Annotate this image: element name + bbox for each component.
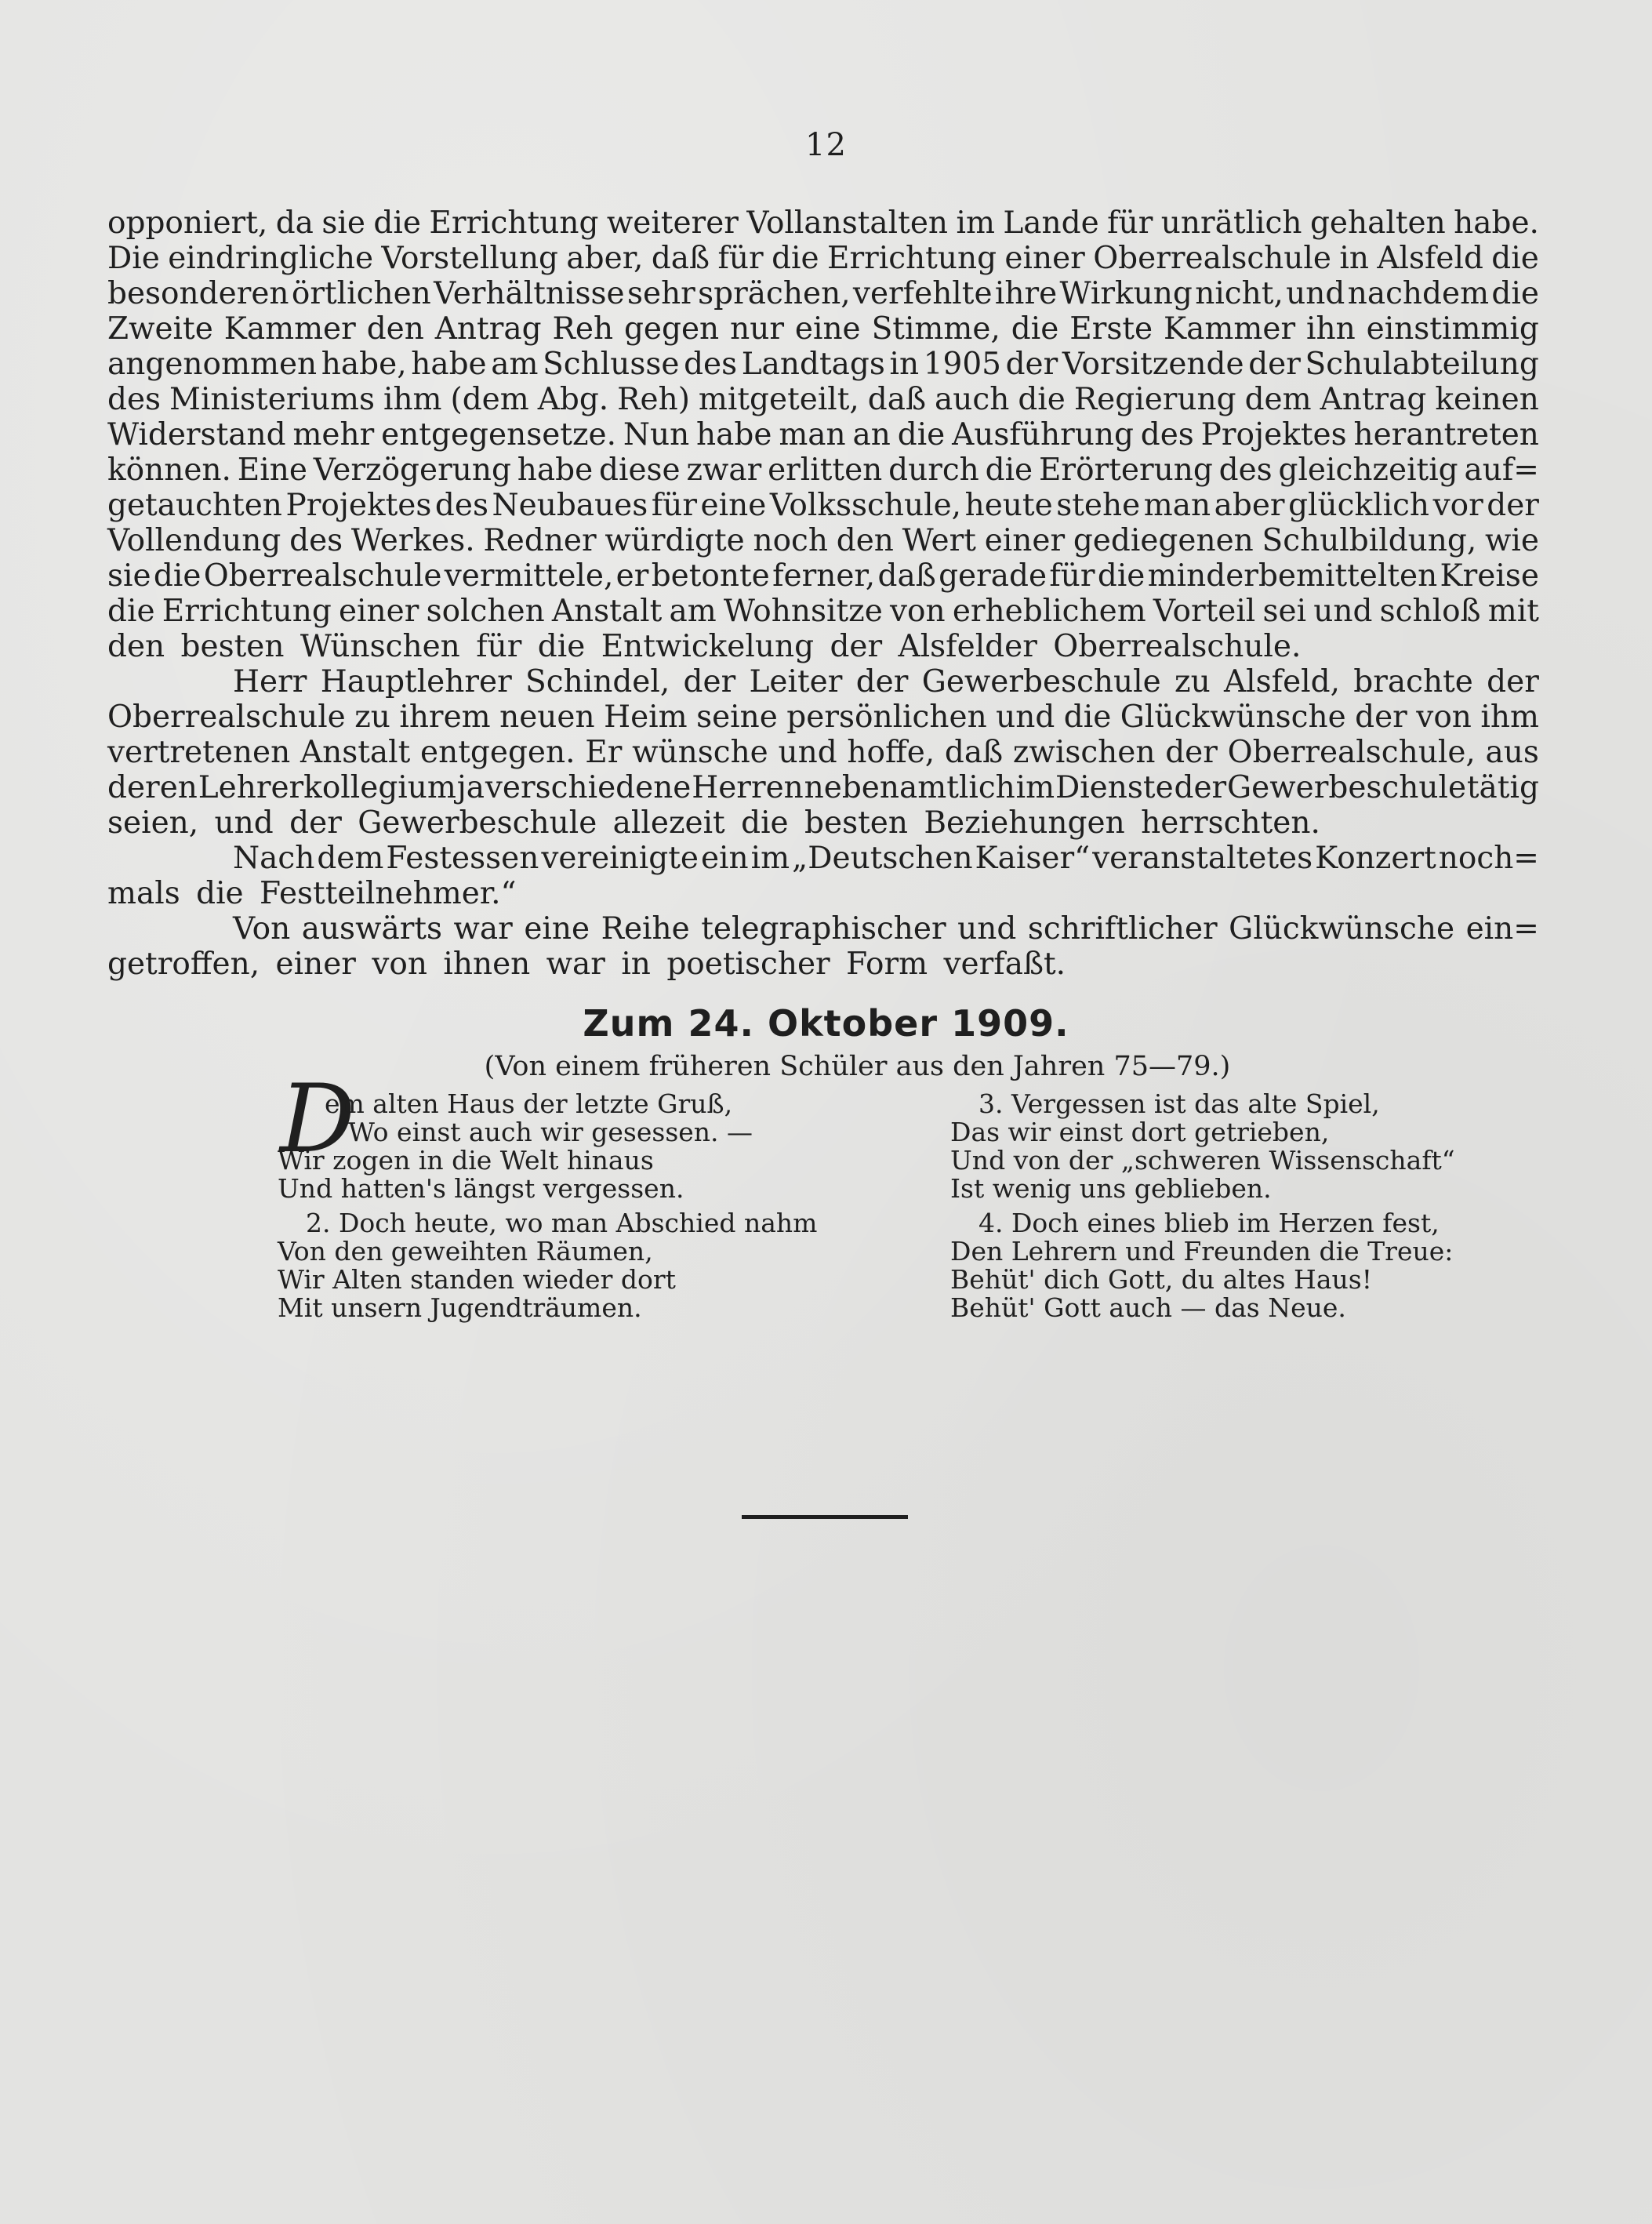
poem-line: Und hatten's längst vergessen. bbox=[278, 1173, 684, 1204]
word: Alsfeld, bbox=[1223, 664, 1340, 700]
poem-line: 2. Doch heute, wo man Abschied nahm bbox=[306, 1208, 818, 1238]
word: Projektes bbox=[1200, 417, 1347, 452]
poem-stanza-3 bbox=[950, 1090, 1455, 1203]
poem-line: Mit unsern Jugendträumen. bbox=[278, 1292, 642, 1323]
word: entgegen. bbox=[420, 735, 575, 770]
word: verschiedene bbox=[485, 770, 692, 805]
word: ferner, bbox=[772, 558, 876, 594]
word: habe bbox=[411, 347, 487, 382]
word: sei bbox=[1262, 594, 1307, 629]
word: aus bbox=[1485, 735, 1539, 770]
word: Widerstand bbox=[107, 417, 286, 452]
word: der bbox=[683, 664, 736, 700]
word: Verhältnisse bbox=[434, 276, 625, 311]
word: zu bbox=[1175, 664, 1211, 700]
poem-line: em alten Haus der letzte Gruß, bbox=[325, 1088, 733, 1119]
word: Von bbox=[233, 911, 291, 947]
word: nicht, bbox=[1195, 276, 1283, 311]
word: Leiter bbox=[749, 664, 843, 700]
word: Dienste bbox=[1055, 770, 1174, 805]
word: Errichtung bbox=[162, 594, 332, 629]
word: neuen bbox=[499, 700, 595, 735]
word: für bbox=[651, 488, 698, 523]
poem-line: Ist wenig uns geblieben. bbox=[950, 1173, 1272, 1204]
word: Kreise bbox=[1440, 558, 1539, 594]
word: Lande bbox=[1003, 205, 1099, 241]
word: die bbox=[1491, 241, 1539, 276]
word: ihm bbox=[1480, 700, 1539, 735]
word: zwischen bbox=[1012, 735, 1156, 770]
word: Lehrerkollegium bbox=[198, 770, 456, 805]
word: veranstaltetes bbox=[1092, 841, 1313, 876]
poem-stanza-1 bbox=[278, 1090, 753, 1203]
text-line bbox=[107, 311, 1539, 347]
text-line: den besten Wünschen für die Entwickelung der Alsfelder Oberrealschule. bbox=[107, 629, 1302, 664]
word: Vorsitzende bbox=[1062, 347, 1244, 382]
word: und bbox=[1313, 594, 1373, 629]
word: einer bbox=[338, 594, 419, 629]
word: durch bbox=[888, 452, 979, 488]
word: Oberrealschule bbox=[203, 558, 442, 594]
poem-line: Das wir einst dort getrieben, bbox=[950, 1117, 1330, 1147]
text-line bbox=[107, 700, 1539, 735]
poem-line: Wir Alten standen wieder dort bbox=[278, 1264, 676, 1295]
text-line bbox=[107, 488, 1539, 523]
word: „Deutschen bbox=[792, 841, 973, 876]
word: in bbox=[889, 347, 920, 382]
word: der bbox=[1487, 488, 1539, 523]
word: aber, bbox=[566, 241, 644, 276]
word: der bbox=[1005, 347, 1058, 382]
poem-subtitle: (Von einem früheren Schüler aus den Jahren 75—79.) bbox=[484, 1051, 1231, 1082]
text-line bbox=[107, 558, 1539, 594]
word: für bbox=[1049, 558, 1095, 594]
word: habe, bbox=[321, 347, 407, 382]
word: für bbox=[717, 241, 764, 276]
word: herantreten bbox=[1353, 417, 1539, 452]
word: (dem bbox=[450, 382, 529, 417]
word: tätig bbox=[1466, 770, 1539, 805]
word: Alsfeld bbox=[1377, 241, 1483, 276]
word: auf= bbox=[1464, 452, 1539, 488]
word: vermittele, bbox=[444, 558, 614, 594]
word: sie bbox=[107, 558, 151, 594]
word: die bbox=[1018, 382, 1066, 417]
word: der bbox=[855, 664, 909, 700]
word: Anstalt bbox=[300, 735, 411, 770]
text-line bbox=[107, 452, 1539, 488]
word: gegen bbox=[623, 311, 720, 347]
word: Festessen bbox=[386, 841, 539, 876]
word: zu bbox=[354, 700, 390, 735]
poem-line: Wo einst auch wir gesessen. — bbox=[348, 1117, 753, 1147]
word: einstimmig bbox=[1366, 311, 1539, 347]
poem-stanza-2 bbox=[278, 1209, 817, 1322]
word: der bbox=[1355, 700, 1407, 735]
word: die bbox=[1491, 276, 1539, 311]
word: des bbox=[434, 488, 488, 523]
word: wie bbox=[1485, 523, 1539, 558]
poem-stanza-4 bbox=[950, 1209, 1453, 1322]
word: Schindel, bbox=[525, 664, 670, 700]
word: Er bbox=[585, 735, 623, 770]
word: ihre bbox=[994, 276, 1058, 311]
word: deren bbox=[107, 770, 198, 805]
word: Errichtung bbox=[429, 205, 599, 241]
word: einer bbox=[984, 523, 1066, 558]
word: Nach bbox=[233, 841, 315, 876]
word: mehr bbox=[292, 417, 375, 452]
word: Neubaues bbox=[492, 488, 648, 523]
word: die bbox=[107, 594, 155, 629]
word: getauchten bbox=[107, 488, 282, 523]
word: eine bbox=[524, 911, 590, 947]
word: Kaiser“ bbox=[975, 841, 1091, 876]
word: Stimme, bbox=[871, 311, 1000, 347]
word: Volksschule, bbox=[769, 488, 962, 523]
word: erheblichem bbox=[952, 594, 1146, 629]
poem-line: Den Lehrern und Freunden die Treue: bbox=[950, 1236, 1454, 1266]
word: daß bbox=[651, 241, 710, 276]
word: wünsche bbox=[632, 735, 768, 770]
poem-line: Wir zogen in die Welt hinaus bbox=[278, 1145, 654, 1176]
word: die bbox=[1011, 311, 1059, 347]
word: des bbox=[1140, 417, 1194, 452]
word: die bbox=[373, 205, 421, 241]
word: gediegenen bbox=[1073, 523, 1254, 558]
word: an bbox=[852, 417, 891, 452]
word: betonte bbox=[651, 558, 770, 594]
text-line: seien, und der Gewerbeschule allezeit die besten Beziehungen herrschten. bbox=[107, 805, 1320, 841]
word: weiterer bbox=[606, 205, 739, 241]
word: keinen bbox=[1435, 382, 1539, 417]
word: verfehlte bbox=[852, 276, 993, 311]
word: aber bbox=[1214, 488, 1285, 523]
word: Glückwünsche bbox=[1120, 700, 1346, 735]
word: minderbemittelten bbox=[1147, 558, 1438, 594]
word: gerade bbox=[939, 558, 1047, 594]
word: für bbox=[1107, 205, 1153, 241]
word: sie bbox=[321, 205, 365, 241]
word: der bbox=[1248, 347, 1301, 382]
word: Heim bbox=[604, 700, 688, 735]
word: Wert bbox=[902, 523, 976, 558]
word: sprächen, bbox=[698, 276, 851, 311]
word: vereinigte bbox=[541, 841, 699, 876]
word: Hauptlehrer bbox=[320, 664, 512, 700]
word: ihn bbox=[1306, 311, 1356, 347]
word: ihrem bbox=[399, 700, 491, 735]
word: 1905 bbox=[923, 347, 1001, 382]
word: dem bbox=[1244, 382, 1312, 417]
word: Landtags bbox=[741, 347, 885, 382]
word: Erörterung bbox=[1038, 452, 1213, 488]
text-line: getroffen, einer von ihnen war in poetischer Form verfaßt. bbox=[107, 947, 1066, 982]
word: Antrag bbox=[434, 311, 542, 347]
word: und bbox=[778, 735, 837, 770]
word: Vollanstalten bbox=[746, 205, 949, 241]
word: brachte bbox=[1353, 664, 1473, 700]
poem-line: Behüt' Gott auch — das Neue. bbox=[950, 1292, 1346, 1323]
word: Herren bbox=[692, 770, 804, 805]
word: auch bbox=[935, 382, 1010, 417]
word: er bbox=[615, 558, 649, 594]
word: vor bbox=[1432, 488, 1483, 523]
word: sehr bbox=[626, 276, 695, 311]
text-line bbox=[107, 205, 1539, 241]
text-line bbox=[107, 841, 1539, 876]
word: Werkes. bbox=[350, 523, 475, 558]
word: glücklich bbox=[1288, 488, 1430, 523]
word: Die bbox=[107, 241, 160, 276]
word: am bbox=[669, 594, 717, 629]
word: Konzert bbox=[1315, 841, 1436, 876]
word: von bbox=[1416, 700, 1472, 735]
word: Anstalt bbox=[551, 594, 663, 629]
word: stehe bbox=[1056, 488, 1141, 523]
word: gehalten bbox=[1309, 205, 1446, 241]
word: erlitten bbox=[768, 452, 883, 488]
word: diese bbox=[599, 452, 681, 488]
poem-line: Von den geweihten Räumen, bbox=[278, 1236, 653, 1266]
word: telegraphischer bbox=[701, 911, 946, 947]
word: Kammer bbox=[1164, 311, 1296, 347]
word: mitgeteilt, bbox=[698, 382, 859, 417]
word: Schulbildung, bbox=[1262, 523, 1477, 558]
word: nebenamtlich bbox=[804, 770, 1015, 805]
text-line: mals die Festteilnehmer.“ bbox=[107, 876, 517, 911]
word: schloß bbox=[1379, 594, 1481, 629]
word: seine bbox=[696, 700, 778, 735]
poem-title: Zum 24. Oktober 1909. bbox=[583, 1002, 1069, 1045]
word: eindringliche bbox=[168, 241, 374, 276]
text-line bbox=[107, 347, 1539, 382]
text-line bbox=[107, 664, 1539, 700]
word: Verzögerung bbox=[313, 452, 511, 488]
word: Antrag bbox=[1320, 382, 1427, 417]
poem-line: 3. Vergessen ist das alte Spiel, bbox=[978, 1088, 1380, 1119]
word: Reihe bbox=[601, 911, 690, 947]
word: des bbox=[289, 523, 343, 558]
word: daß bbox=[877, 558, 936, 594]
word: Herr bbox=[233, 664, 307, 700]
text-line bbox=[107, 911, 1539, 947]
word: Eine bbox=[237, 452, 307, 488]
word: daß bbox=[944, 735, 1004, 770]
poem-dropcap: D bbox=[280, 1065, 356, 1174]
word: daß bbox=[867, 382, 927, 417]
word: angenommen bbox=[107, 347, 318, 382]
word: Wirkung bbox=[1059, 276, 1193, 311]
word: Vorteil bbox=[1153, 594, 1256, 629]
page-number: 12 bbox=[805, 127, 847, 163]
word: ein= bbox=[1465, 911, 1539, 947]
word: und bbox=[957, 911, 1017, 947]
text-line bbox=[107, 735, 1539, 770]
word: auswärts bbox=[301, 911, 443, 947]
word: ihm bbox=[383, 382, 442, 417]
word: und bbox=[996, 700, 1055, 735]
word: die bbox=[985, 452, 1033, 488]
word: des bbox=[1218, 452, 1273, 488]
word: der bbox=[1487, 664, 1539, 700]
word: schriftlicher bbox=[1027, 911, 1218, 947]
word: Glückwünsche bbox=[1229, 911, 1455, 947]
text-line bbox=[107, 594, 1539, 629]
word: der bbox=[1174, 770, 1227, 805]
text-line bbox=[107, 241, 1539, 276]
word: habe bbox=[517, 452, 594, 488]
poem-line: Behüt' dich Gott, du altes Haus! bbox=[950, 1264, 1372, 1295]
word: noch= bbox=[1438, 841, 1539, 876]
word: des bbox=[684, 347, 738, 382]
word: der bbox=[1165, 735, 1218, 770]
word: Redner bbox=[483, 523, 597, 558]
word: Reh) bbox=[617, 382, 690, 417]
word: vertretenen bbox=[107, 735, 291, 770]
word: hoffe, bbox=[847, 735, 935, 770]
word: noch bbox=[753, 523, 829, 558]
word: Zweite bbox=[107, 311, 213, 347]
word: eine bbox=[700, 488, 767, 523]
word: Regierung bbox=[1073, 382, 1236, 417]
word: dem bbox=[317, 841, 384, 876]
section-divider bbox=[742, 1515, 908, 1519]
word: die bbox=[897, 417, 946, 452]
word: können. bbox=[107, 452, 231, 488]
word: und bbox=[1286, 276, 1345, 311]
word: entgegensetze. bbox=[381, 417, 616, 452]
word: ein bbox=[700, 841, 749, 876]
word: des bbox=[107, 382, 162, 417]
word: nur bbox=[730, 311, 784, 347]
word: Abg. bbox=[537, 382, 609, 417]
word: habe bbox=[696, 417, 772, 452]
word: heute bbox=[964, 488, 1053, 523]
word: opponiert, bbox=[107, 205, 268, 241]
word: unrätlich bbox=[1160, 205, 1302, 241]
word: Wohnsitze bbox=[723, 594, 883, 629]
text-line bbox=[107, 417, 1539, 452]
word: habe. bbox=[1454, 205, 1539, 241]
word: die bbox=[772, 241, 819, 276]
word: mit bbox=[1487, 594, 1539, 629]
word: solchen bbox=[426, 594, 545, 629]
word: ja bbox=[456, 770, 485, 805]
word: die bbox=[1097, 558, 1146, 594]
word: Oberrealschule bbox=[107, 700, 346, 735]
word: Kammer bbox=[223, 311, 356, 347]
word: am bbox=[491, 347, 539, 382]
word: von bbox=[890, 594, 946, 629]
word: den bbox=[366, 311, 424, 347]
word: die bbox=[1063, 700, 1112, 735]
word: man bbox=[1143, 488, 1211, 523]
word: Vorstellung bbox=[381, 241, 559, 276]
word: würdigte bbox=[605, 523, 745, 558]
word: man bbox=[779, 417, 846, 452]
text-line bbox=[107, 382, 1539, 417]
word: Reh bbox=[552, 311, 614, 347]
word: im bbox=[1015, 770, 1055, 805]
word: Projektes bbox=[285, 488, 432, 523]
word: Schlusse bbox=[543, 347, 680, 382]
word: war bbox=[453, 911, 513, 947]
word: Erste bbox=[1069, 311, 1153, 347]
word: persönlichen bbox=[786, 700, 987, 735]
word: nachdem bbox=[1347, 276, 1490, 311]
word: besonderen bbox=[107, 276, 289, 311]
word: Gewerbeschule bbox=[1227, 770, 1467, 805]
text-line bbox=[107, 770, 1539, 805]
word: Errichtung bbox=[826, 241, 997, 276]
word: im bbox=[750, 841, 790, 876]
word: zwar bbox=[686, 452, 762, 488]
word: Nun bbox=[623, 417, 690, 452]
word: da bbox=[275, 205, 314, 241]
text-line bbox=[107, 523, 1539, 558]
word: eine bbox=[794, 311, 861, 347]
word: die bbox=[153, 558, 202, 594]
word: den bbox=[836, 523, 894, 558]
word: örtlichen bbox=[291, 276, 431, 311]
word: Oberrealschule, bbox=[1227, 735, 1476, 770]
word: im bbox=[956, 205, 995, 241]
word: gleichzeitig bbox=[1278, 452, 1458, 488]
body-text bbox=[107, 205, 1539, 982]
word: Ministeriums bbox=[169, 382, 376, 417]
text-line bbox=[107, 276, 1539, 311]
word: Ausführung bbox=[952, 417, 1134, 452]
word: Schulabteilung bbox=[1305, 347, 1539, 382]
word: einer bbox=[1004, 241, 1085, 276]
word: in bbox=[1339, 241, 1369, 276]
poem-line: Und von der „schweren Wissenschaft“ bbox=[950, 1145, 1455, 1176]
word: Vollendung bbox=[107, 523, 281, 558]
poem-line: 4. Doch eines blieb im Herzen fest, bbox=[978, 1208, 1440, 1238]
word: Oberrealschule bbox=[1093, 241, 1331, 276]
word: Gewerbeschule bbox=[921, 664, 1161, 700]
